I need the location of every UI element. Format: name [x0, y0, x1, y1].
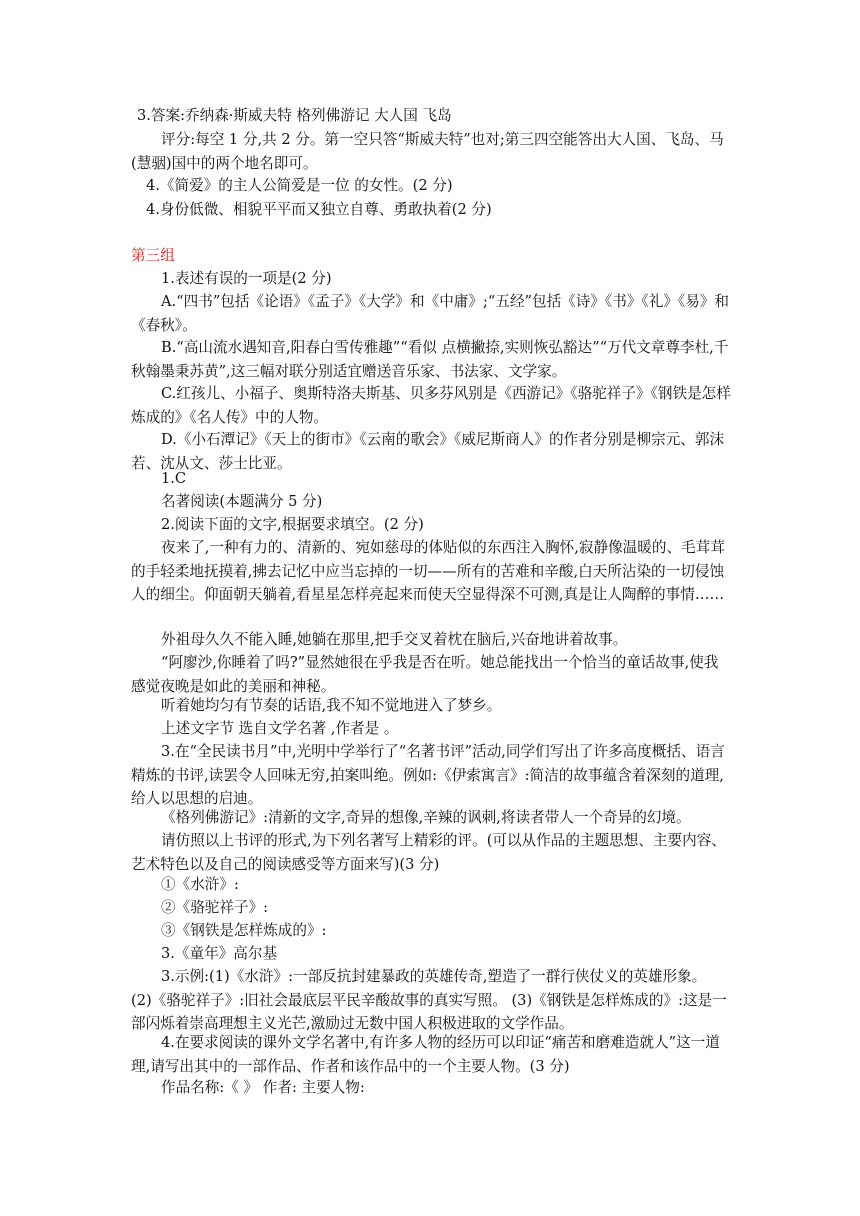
reading-passage: 夜来了,一种有力的、清新的、宛如慈母的体贴似的东西注入胸怀,寂静像温暖的、毛茸茸的手轻柔地抚摸着,拂去记忆中应当忘掉的一切——所有的苦难和辛酸,白天所沾染的一切侵蚀人的细尘。仰面朝天躺着,看星星怎样亮起来而使天空显得深不可测,真是让人陶醉的事情……	[131, 539, 725, 603]
scoring-note: 评分:每空 1 分,共 2 分。第一空只答“斯威夫特”也对;第三四空能答出大人国、飞岛、马(慧骃)国中的两个地名即可。	[131, 131, 724, 172]
list-item: ②《骆驼祥子》:	[161, 899, 269, 916]
question-text: 《格列佛游记》:清新的文字,奇异的想像,辛辣的讽刺,将读者带人一个奇异的幻境。	[161, 809, 691, 826]
answer-line: 3.答案:乔纳森·斯威夫特 格列佛游记 大人国 飞岛	[137, 107, 452, 124]
question-text: 4.在要求阅读的课外文学名著中,有许多人物的经历可以印证“痛苦和磨难造就人”这一道理,请写出其中的一部作品、作者和该作品中的一个主要人物。(3 分)	[131, 1034, 720, 1075]
section-heading: 第三组	[131, 247, 175, 264]
list-item: ①《水浒》:	[161, 876, 239, 893]
reading-passage: 外祖母久久不能入睡,她躺在那里,把手交叉着枕在脑后,兴奋地讲着故事。	[161, 631, 628, 648]
answer-line: 3.示例:(1)《水浒》:一部反抗封建暴政的英雄传奇,塑造了一群行侠仗义的英雄形象。 (2)《骆驼祥子》:旧社会最底层平民辛酸故事的真实写照。 (3)《钢铁是怎样炼成的》:这是一部闪烁着崇高理想主义光芒,激励过无数中国人积极进取的文学作品。	[131, 968, 727, 1032]
option-a: A.“四书”包括《论语》《孟子》《大学》和《中庸》;“五经”包括《诗》《书》《礼》《易》和《春秋》。	[131, 293, 730, 334]
list-item: ③《钢铁是怎样炼成的》:	[161, 922, 327, 939]
question-text: 作品名称:《 》 作者: 主要人物:	[161, 1079, 365, 1096]
option-d: D.《小石潭记》《天上的街市》《云南的歌会》《威尼斯商人》的作者分别是柳宗元、郭沫若、沈从文、莎士比亚。	[131, 431, 725, 472]
answer-line: 4.身份低微、相貌平平而又独立自尊、勇敢执着(2 分)	[146, 201, 492, 218]
question-text: 请仿照以上书评的形式,为下列名著写上精彩的评。(可以从作品的主题思想、主要内容、艺术特色以及自己的阅读感受等方面来写)(3 分)	[131, 832, 726, 873]
reading-passage: 听着她均匀有节奏的话语,我不知不觉地进入了梦乡。	[161, 697, 502, 714]
reading-passage: “阿廖沙,你睡着了吗?”显然她很在乎我是否在听。她总能找出一个恰当的童话故事,使我感觉夜晚是如此的美丽和神秘。	[131, 654, 719, 695]
question-text: 2.阅读下面的文字,根据要求填空。(2 分)	[161, 516, 424, 533]
answer-line: 3.《童年》高尔基	[161, 945, 278, 962]
answer-line: 1.C	[161, 470, 187, 487]
section-subheading: 名著阅读(本题满分 5 分)	[161, 493, 323, 510]
question-text: 1.表述有误的一项是(2 分)	[161, 270, 332, 287]
option-b: B.“高山流水遇知音,阳春白雪传雅趣”“看似 点横撇捺,实则恢弘豁达”“万代文章尊李杜,千秋翰墨秉苏黄”,这三幅对联分别适宜赠送音乐家、书法家、文学家。	[131, 339, 729, 380]
question-text: 3.在“全民读书月”中,光明中学举行了“名著书评”活动,同学们写出了许多高度概括、语言精炼的书评,读罢令人回味无穷,拍案叫绝。例如:《伊索寓言》:简洁的故事蕴含着深刻的道理,给人以思想的启迪。	[131, 743, 725, 807]
option-c: C.红孩儿、小福子、奥斯特洛夫斯基、贝多芬风别是《西游记》《骆驼祥子》《钢铁是怎样炼成的》《名人传》中的人物。	[131, 385, 731, 426]
question-text: 4.《简爱》的主人公简爱是一位 的女性。(2 分)	[146, 177, 453, 194]
question-text: 上述文字节 选自文学名著 ,作者是 。	[161, 720, 399, 737]
